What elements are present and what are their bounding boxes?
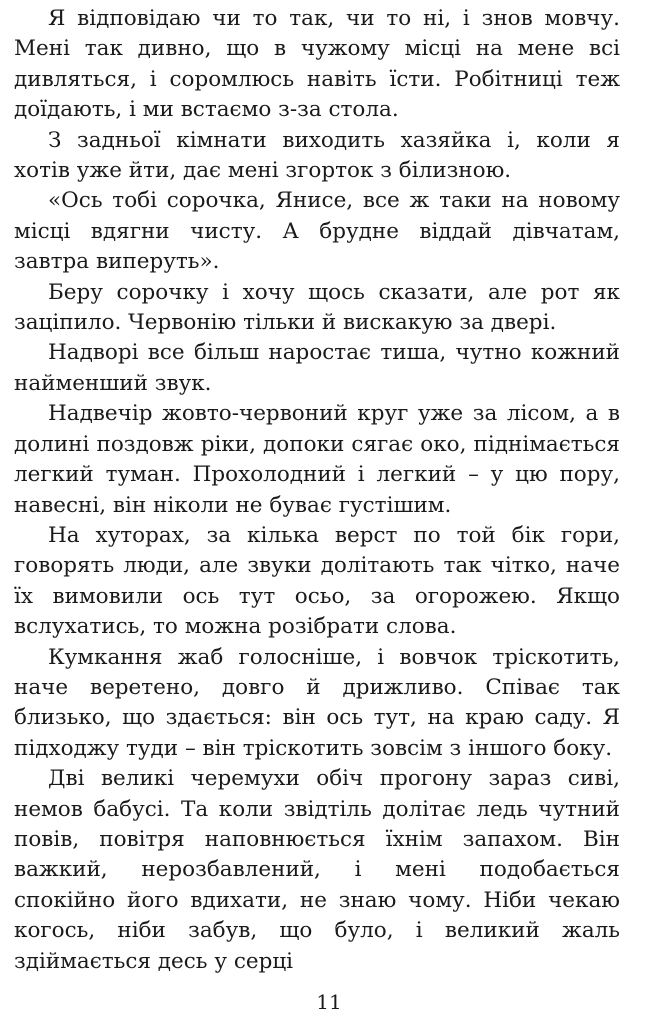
body-text xyxy=(14,4,620,977)
paragraph: На хуторах, за кілька верст по той бік гори, говорять люди, але звуки долітають так чітко, наче їх вимовили ось тут осьо, за огорожею. Якщо вслухатись, то можна розібрати слова. xyxy=(14,522,620,640)
paragraph: Беру сорочку і хочу щось сказати, але рот як зацiпило. Червонію тільки й вискакую за двері. xyxy=(14,279,620,336)
paragraph: Я відповідаю чи то так, чи то ні, і знов мовчу. Мені так дивно, що в чужому місці на мене всі дивляться, і соромлюсь навіть їсти. Робітниці теж доїдають, і ми встаємо з-за стола. xyxy=(14,6,620,123)
page-number: 11 xyxy=(316,990,342,1014)
paragraph: Надворі все більш наростає тиша, чутно кожний найменший звук. xyxy=(14,340,620,396)
paragraph: З задньої кімнати виходить хазяйка і, коли я хотів уже йти, дає мені згорток з білизною. xyxy=(14,127,620,184)
paragraph: Дві великі черемухи обіч прогону зараз сиві, немов бабусі. Та коли звідтіль долітає ледь чутний повів, повітря наповнюється їхнім запахом. Він важкий, нерозбавлений, і мені подобається спокійно його вдихати, не знаю чому. Ніби чекаю когось, ніби забув, що було, і великий жаль здіймається десь у серці xyxy=(14,766,620,974)
paragraph: «Ось тобі сорочка, Янисе, все ж таки на новому місці вдягни чисту. А брудне віддай дівчатам, завтра виперуть». xyxy=(14,188,620,275)
paragraph: Кумкання жаб голосніше, і вовчок тріскотить, наче веретено, довго й дрижливо. Співає так близько, що здається: він ось тут, на краю саду. Я підходжу туди – він тріскотить зовсім з іншого боку. xyxy=(14,644,620,761)
paragraph: Надвечір жовто-червоний круг уже за лісом, а в долині поздовж ріки, допоки сягає око, піднімається легкий туман. Прохолодний і легкий – у цю пору, навесні, він ніколи не буває густішим. xyxy=(14,401,620,518)
